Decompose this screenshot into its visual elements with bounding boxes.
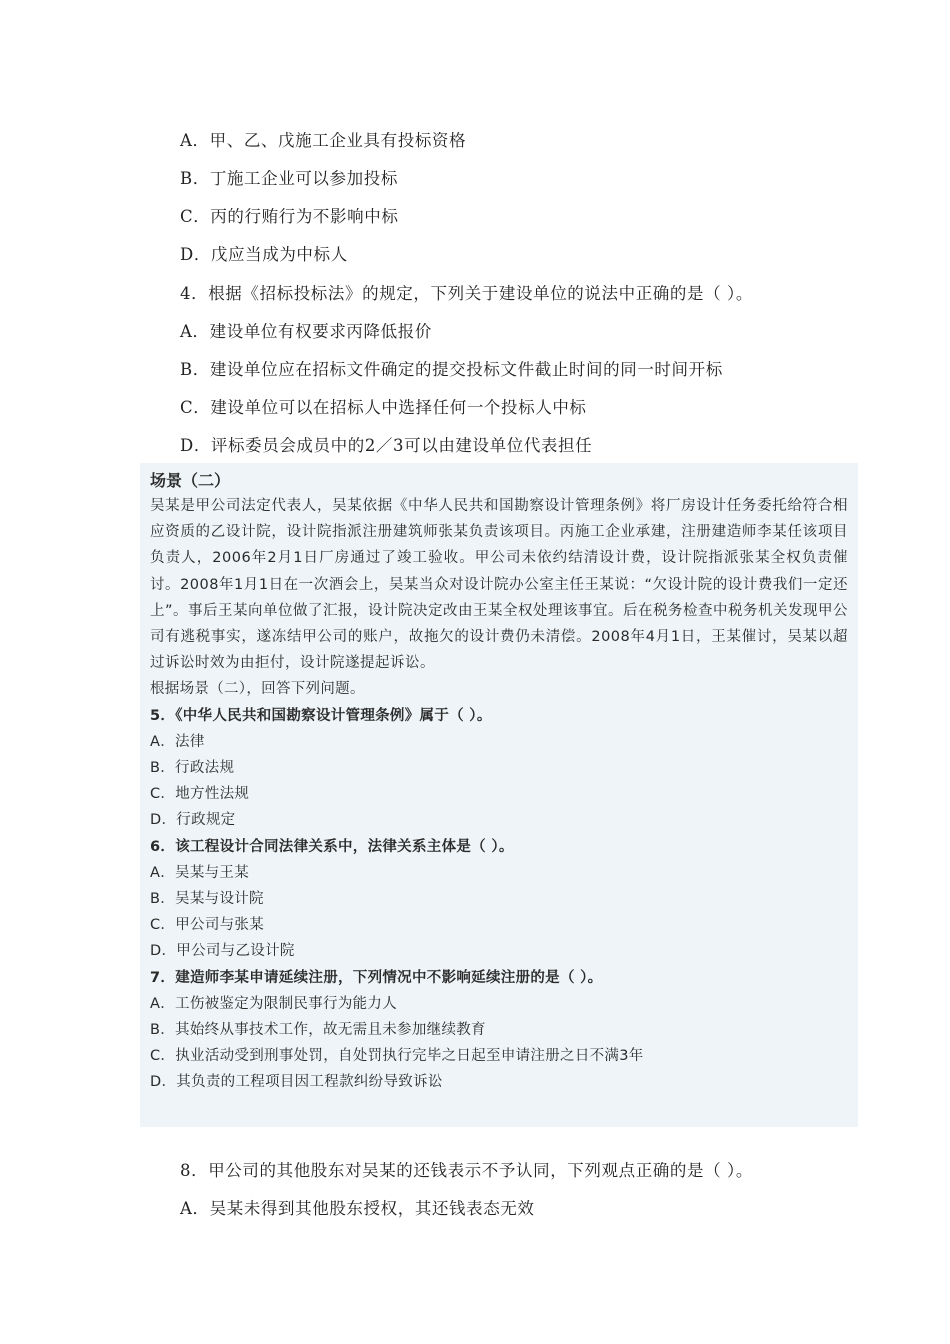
- question-6: 6．该工程设计合同法律关系中，法律关系主体是（ ）。: [150, 838, 514, 855]
- option-c: C．丙的行贿行为不影响中标: [180, 207, 399, 226]
- q4-option-c: C．建设单位可以在招标人中选择任何一个投标人中标: [180, 398, 587, 417]
- question-7: 7．建造师李某申请延续注册，下列情况中不影响延续注册的是（ ）。: [150, 969, 603, 986]
- scene-paragraph: 吴某是甲公司法定代表人，吴某依据《中华人民共和国勘察设计管理条例》将厂房设计任务委托给符合相应资质的乙设计院，设计院指派注册建筑师张某负责该项目。丙施工企业承建，注册建造师李某任该项目负责人，2006年2月1日厂房通过了竣工验收。甲公司未依约结清设计费，设计院指派张某全权负责催讨。2008年1月1日在一次酒会上，吴某当众对设计院办公室主任王某说：“欠设计院的设计费我们一定还上”。事后王某向单位做了汇报，设计院决定改由王某全权处理该事宜。后在税务检查中税务机关发现甲公司有逃税事实，遂冻结甲公司的账户，故拖欠的设计费仍未清偿。2008年4月1日，王某催讨，吴某以超过诉讼时效为由拒付，设计院遂提起诉讼。: [150, 498, 849, 672]
- q6-option-a: A．吴某与王某: [150, 864, 250, 881]
- q6-option-d: D．甲公司与乙设计院: [150, 943, 295, 960]
- q6-option-c: C．甲公司与张某: [150, 917, 265, 934]
- q4-option-d: D．评标委员会成员中的2／3可以由建设单位代表担任: [180, 436, 593, 455]
- q7-option-d: D．其负责的工程项目因工程款纠纷导致诉讼: [150, 1074, 443, 1091]
- q7-option-c: C．执业活动受到刑事处罚，自处罚执行完毕之日起至申请注册之日不满3年: [150, 1048, 644, 1065]
- q4-option-b: B．建设单位应在招标文件确定的提交投标文件截止时间的同一时间开标: [180, 360, 723, 379]
- question-5: 5．《中华人民共和国勘察设计管理条例》属于（ ）。: [150, 707, 492, 724]
- q6-option-b: B．吴某与设计院: [150, 891, 264, 908]
- question-4: 4．根据《招标投标法》的规定，下列关于建设单位的说法中正确的是（ ）。: [180, 284, 753, 303]
- q8-option-a: A．吴某未得到其他股东授权，其还钱表态无效: [180, 1199, 535, 1218]
- option-b: B．丁施工企业可以参加投标: [180, 169, 398, 188]
- q5-option-d: D．行政规定: [150, 812, 236, 829]
- q7-option-a: A．工伤被鉴定为限制民事行为能力人: [150, 995, 398, 1012]
- q7-option-b: B．其始终从事技术工作，故无需且未参加继续教育: [150, 1022, 486, 1039]
- scene-scan-image: [140, 463, 858, 1127]
- option-d: D．戊应当成为中标人: [180, 245, 348, 264]
- q5-option-a: A．法律: [150, 733, 205, 750]
- scene-prompt: 根据场景（二），回答下列问题。: [150, 681, 365, 698]
- option-a: A．甲、乙、戊施工企业具有投标资格: [180, 131, 467, 150]
- q4-option-a: A．建设单位有权要求丙降低报价: [180, 322, 432, 341]
- question-8: 8．甲公司的其他股东对吴某的还钱表示不予认同，下列观点正确的是（ ）。: [180, 1161, 753, 1180]
- q5-option-c: C．地方性法规: [150, 786, 250, 803]
- scene-title: 场景（二）: [150, 471, 231, 490]
- q5-option-b: B．行政法规: [150, 760, 235, 777]
